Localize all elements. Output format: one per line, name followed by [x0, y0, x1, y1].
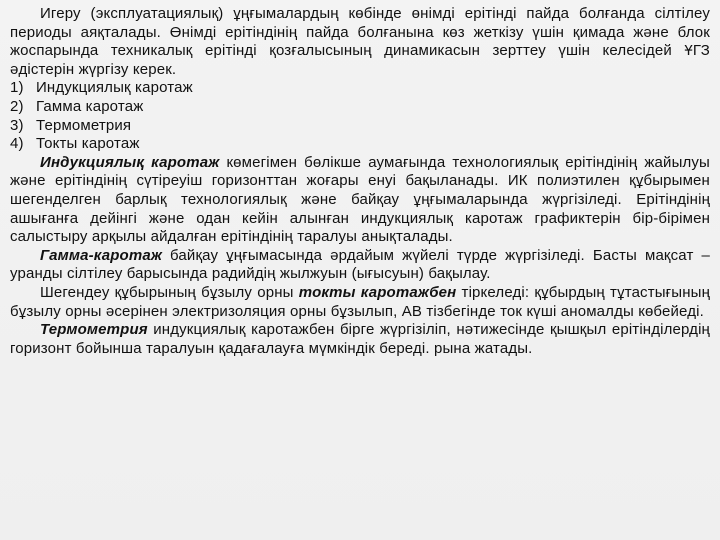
- thermo-text: индукциялық каротажбен бірге жүргізіліп, нәтижесінде қышқыл ерітінділердің горизонт бойынша таралуын қадағалауға мүмкіндік береді. рына жатады.: [10, 321, 710, 357]
- casing-paragraph: [10, 284, 710, 321]
- list-text: Индукциялық каротаж: [36, 79, 193, 97]
- list-number: 3): [10, 116, 24, 134]
- list-text: Термометрия: [36, 116, 132, 134]
- induction-text: көмегімен бөлікше аумағында технологиялық ерітіндінің жайылуы және ерітіндінің сүтіреуіш горизонттан жоғары енуі бақыланады. ИК полиэтилен құбырымен шегенделген барлық технологиялық және байқау ұңғымаларында жүргізіледі. Ерітіндінің ашығанға дейінгі және одан кейін алынған индукциялық каротаж графиктерін бір-бірімен салыстыру арқылы айдалған ерітіндінің таралуы анықталады.: [10, 153, 710, 246]
- thermo-paragraph: [10, 321, 710, 358]
- list-text: Гамма каротаж: [36, 97, 144, 115]
- casing-term: токты каротажбен: [298, 283, 457, 301]
- list-number: 2): [10, 97, 24, 115]
- list-item: [10, 98, 710, 117]
- casing-text-after: тіркеледі: құбырдың тұтастығының бұзылу орны әсерінен электризоляция орны бұзылып, АВ тізбегінде ток күші аномалды көбейеді.: [10, 283, 711, 320]
- list-item: [10, 79, 710, 98]
- induction-term: Индукциялық каротаж: [40, 153, 220, 171]
- list-item: [10, 135, 710, 154]
- gamma-text: байқау ұңғымасында әрдайым жүйелі түрде жүргізіледі. Басты мақсат – уранды сілтілеу барысында радийдің жылжуын (ығысуын) бақылау.: [10, 246, 710, 283]
- list-number: 4): [10, 135, 24, 153]
- intro-paragraph: [10, 5, 710, 79]
- thermo-term: Термометрия: [40, 321, 148, 339]
- gamma-paragraph: [10, 247, 710, 284]
- intro-text: Игеру (эксплуатациялық) ұңғымалардың көбінде өнімді ерітінді пайда болғанда сілтілеу периоды аяқталады. Өнімді ерітіндінің пайда болғанына көз жеткізу үшін қимада және блок жоспарында техникалық ерітінді қозғалысының динамикасын зерттеу үшін келесідей ҰГЗ әдістерін жүргізу керек.: [10, 5, 710, 78]
- gamma-term: Гамма-каротаж: [40, 246, 163, 264]
- list-item: [10, 117, 710, 136]
- casing-text-before: Шегендеу құбырының бұзылу орны: [40, 283, 299, 301]
- induction-paragraph: [10, 154, 710, 247]
- list-text: Токты каротаж: [36, 135, 140, 153]
- list-number: 1): [10, 79, 24, 97]
- method-list: [10, 79, 710, 153]
- document-body: [10, 5, 710, 358]
